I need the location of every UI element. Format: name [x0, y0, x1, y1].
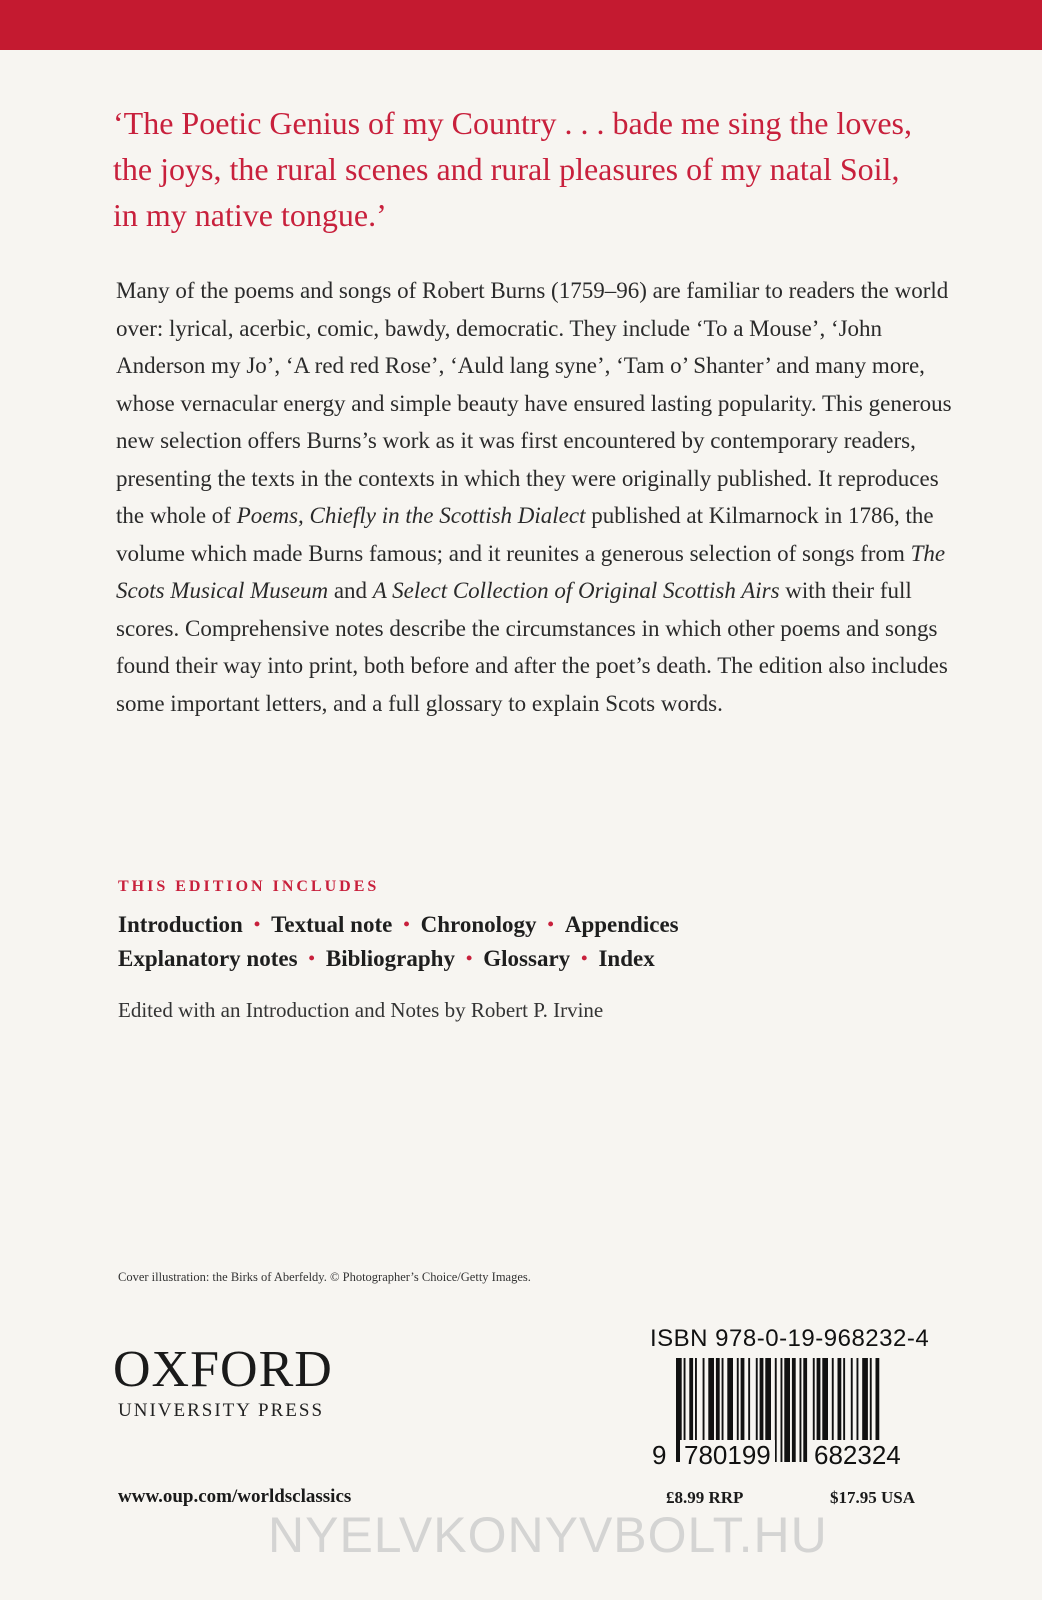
isbn-label: ISBN 978-0-19-968232-4	[650, 1325, 930, 1352]
top-color-band	[0, 0, 1042, 50]
includes-item: Chronology	[420, 912, 537, 937]
includes-heading: THIS EDITION INCLUDES	[118, 878, 380, 895]
includes-item: Textual note	[271, 912, 393, 937]
includes-item: Introduction	[118, 912, 243, 937]
bullet-separator: •	[253, 914, 261, 934]
watermark: NYELVKONYVBOLT.HU	[268, 1507, 828, 1563]
blurb-italic-title-2: The Scots Musical Museum	[116, 540, 946, 603]
blurb-text	[116, 272, 956, 722]
blurb-italic-title-3: A Select Collection of Original Scottish Airs	[372, 578, 780, 603]
blurb-part-2: published at Kilmarnock in 1786, the volume which made Burns famous; and it reunites a generous selection of songs from	[116, 503, 934, 566]
bullet-separator: •	[403, 914, 410, 934]
cover-illustration-credit: Cover illustration: the Birks of Aberfeldy. © Photographer’s Choice/Getty Images.	[118, 1270, 531, 1284]
editor-credit: Edited with an Introduction and Notes by Robert P. Irvine	[118, 998, 604, 1022]
blurb-part-4: with their full scores. Comprehensive notes describe the circumstances in which other poems and songs found their way into print, both before and after the poet’s death. The edition also includes some important letters, and a full glossary to explain Scots words.	[116, 578, 948, 716]
price-gbp: £8.99 RRP	[666, 1488, 744, 1507]
includes-item: Explanatory notes	[118, 946, 298, 971]
price-usd: $17.95 USA	[830, 1488, 916, 1507]
barcode-digits-right: 682324	[810, 1440, 905, 1471]
bullet-separator: •	[308, 948, 315, 968]
includes-item: Appendices	[564, 912, 679, 937]
includes-item: Index	[598, 946, 655, 971]
publisher-logo: OXFORD	[113, 1341, 333, 1398]
blurb-italic-title-1: Poems, Chiefly in the Scottish Dialect	[236, 503, 586, 528]
publisher-url[interactable]: www.oup.com/worldsclassics	[118, 1486, 352, 1507]
blurb-part-3: and	[328, 578, 373, 603]
includes-line-2	[118, 946, 655, 972]
includes-item: Bibliography	[325, 946, 455, 971]
barcode-digit-prefix: 9	[652, 1440, 667, 1470]
pull-quote: ‘The Poetic Genius of my Country . . . bade me sing the loves, the joys, the rural scenes and rural pleasures of my natal Soil, in my native tongue.’	[113, 105, 912, 233]
includes-line-1	[118, 912, 679, 938]
blurb-part-1: Many of the poems and songs of Robert Burns (1759–96) are familiar to readers the world over: lyrical, acerbic, comic, bawdy, democratic. They include ‘To a Mouse’, ‘John Anderson my Jo’, ‘A red red Rose’, ‘Auld lang syne’, ‘Tam o’ Shanter’ and many more, whose vernacular energy and simple beauty have ensured lasting popularity. This generous new selection offers Burns’s work as it was first encountered by contemporary readers, presenting the texts in the contexts in which they were originally published. It reproduces the whole of	[116, 278, 952, 528]
bullet-separator: •	[547, 914, 554, 934]
bullet-separator: •	[581, 948, 588, 968]
barcode-digits-left: 780199	[680, 1440, 775, 1471]
includes-item: Glossary	[483, 946, 571, 971]
publisher-subtitle: UNIVERSITY PRESS	[118, 1400, 325, 1421]
bullet-separator: •	[465, 948, 473, 968]
